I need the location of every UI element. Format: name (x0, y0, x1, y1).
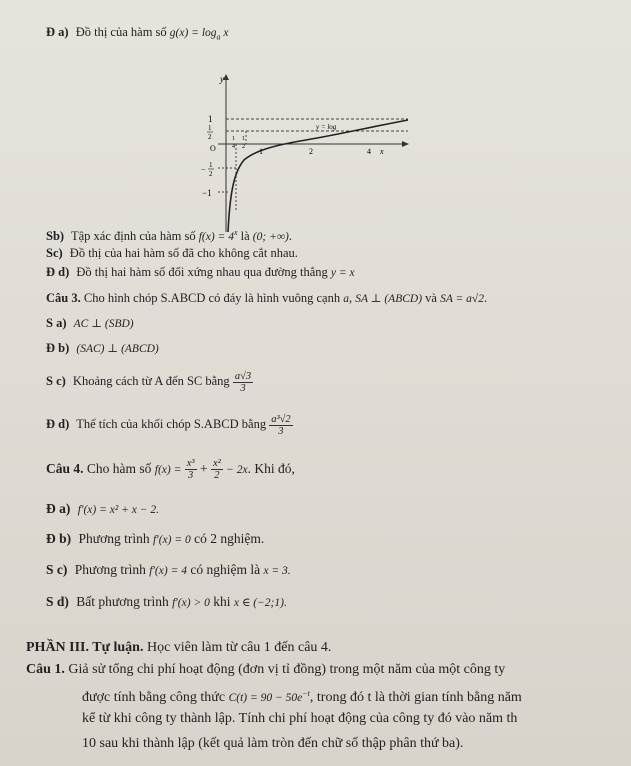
q4-line: Câu 4. Cho hàm số f(x) = $\frac{\text{x³}}{3}$ + $\frac{\text{x²}}{2}$ − 2x. Khi đó, (46, 458, 295, 482)
q3-b-label: Đ b) (46, 341, 70, 355)
q4-b-post: có 2 nghiệm. (194, 531, 265, 546)
part-d-text: Đồ thị hai hàm số đối xứng nhau qua đường thẳng (76, 265, 328, 279)
part-c-label: Sc) (46, 246, 63, 260)
tick-neg-half-sign: − (201, 165, 206, 174)
q4-b-line (46, 531, 264, 548)
q3-d-line (46, 411, 293, 437)
part3-q1-line1 (26, 662, 505, 678)
part3-q1-text2-pre: được tính bằng công thức (82, 689, 226, 705)
q4-f-tail: − 2x (226, 464, 248, 476)
part3-q1-text4: 10 sau khi thành lập (kết quả làm tròn đến chữ số thập phân thứ ba). (82, 736, 464, 751)
q4-title: Câu 4. (46, 461, 84, 476)
q4-d-pre: Bất phương trình (76, 594, 169, 609)
q3-title: Câu 3. (46, 291, 81, 305)
tick-neg-half-den: 2 (209, 170, 213, 178)
q4-c-expr: f′(x) = 4 (149, 565, 187, 577)
part-b-label: Sb) (46, 228, 65, 243)
q3-a-line (46, 315, 134, 332)
part3-q1-text2-post: , trong đó t là thời gian tính bằng năm (309, 689, 522, 705)
part-b-line: Sb) Tập xác định của hàm số $f(x) = 4^x$ là (0; +∞). (46, 228, 292, 243)
part-b-expr: $f(x) = 4^x$ (198, 228, 238, 243)
q4-c-root: x = 3. (263, 565, 291, 577)
q4-d-expr: f′(x) > 0 (172, 597, 210, 609)
q3-d-frac: $\frac{\text{a³√2}}{3}$ (271, 413, 291, 437)
part-c-text: Đồ thị của hai hàm số đã cho không cắt nhau. (69, 246, 298, 260)
q4-c-pre: Phương trình (74, 562, 146, 577)
q4-t1: $\frac{\text{x³}}{3}$ (186, 458, 195, 482)
q3-c-frac: $\frac{a√3}{3}$ (234, 370, 252, 394)
q4-a-expr: f′(x) = x² + x − 2. (77, 504, 160, 516)
part-b-text: Tập xác định của hàm số (70, 228, 196, 243)
x-small1: 1 (232, 136, 235, 142)
tick-half-num: 1 (208, 124, 212, 132)
q4-c-label: S c) (46, 562, 68, 577)
part3-heading-line (26, 640, 331, 656)
q4-a-line (46, 501, 159, 518)
part-c-line (46, 245, 298, 261)
part-d-expr: y = x (330, 267, 355, 279)
part-a-expr: $g(x) = \log_a x$ (169, 27, 229, 42)
part-a-text: Đồ thị của hàm số (75, 25, 167, 39)
q3-b-line (46, 340, 159, 357)
q3-a: a (343, 293, 349, 305)
q4-d-post: khi (213, 594, 231, 609)
log-graph (196, 72, 416, 234)
q3-c-text: Khoảng cách từ A đến SC bằng (72, 374, 230, 388)
x-small1-den: 4 (232, 144, 235, 150)
q3-and: và (425, 291, 437, 305)
part3-intro: Học viên làm từ câu 1 đến câu 4. (146, 640, 332, 655)
part3-q1-text1: Giả sử tổng chi phí hoạt động (đơn vị tỉ đồng) trong một năm của một công ty (68, 662, 506, 677)
q3-a-expr: AC ⊥ (SBD) (73, 318, 134, 330)
q3-line: Câu 3. Cho hình chóp S.ABCD có đáy là hình vuông cạnh a, SA ⊥ (ABCD) và SA = a√2. (46, 291, 488, 305)
part3-q1-line4 (82, 736, 463, 752)
q4-b-label: Đ b) (46, 531, 72, 546)
part3-q1-text3: kể từ khi công ty thành lập. Tính chi phí hoạt động của công ty đó vào năm th (82, 711, 518, 726)
q3-cond2: SA = a√2 (440, 293, 484, 305)
q4-c-post: có nghiệm là (190, 562, 261, 577)
q3-c-line (46, 368, 253, 394)
x-tick-2: 2 (309, 147, 313, 156)
part-b-domain: (0; +∞) (252, 230, 289, 243)
q3-d-label: Đ d) (46, 417, 70, 431)
q4-b-expr: f′(x) = 0 (152, 534, 191, 546)
q3-text: Cho hình chóp S.ABCD có đáy là hình vuông cạnh (83, 291, 341, 305)
tick-neg-half-num: 1 (209, 161, 213, 169)
tick-neg1: −1 (202, 188, 212, 198)
q4-t2: $\frac{\text{x²}}{2}$ (212, 458, 221, 482)
x-small2-den: 2 (242, 144, 245, 150)
tick-1: 1 (208, 114, 213, 124)
q4-b-pre: Phương trình (78, 531, 150, 546)
q4-d-line (46, 594, 287, 611)
q3-b-expr: (SAC) ⊥ (ABCD) (76, 343, 159, 355)
part-a-label: Đ a) (46, 25, 69, 39)
origin-label: O (210, 144, 216, 153)
q3-c-label: S c) (46, 374, 66, 388)
part3-q1-formula: $C(t) = 90 - 50e^{-t}$ (228, 689, 310, 704)
x-axis-label: x (380, 147, 384, 156)
x-small2: 1 (242, 136, 245, 142)
q3-d-text: Thể tích của khối chóp S.ABCD bằng (76, 417, 267, 431)
part-d-label: Đ d) (46, 265, 70, 279)
q4-d-label: S d) (46, 594, 69, 609)
x-axis-arrow (402, 141, 409, 147)
q4-text: Cho hàm số (86, 461, 152, 476)
q4-f-lead: f(x) = (154, 464, 182, 476)
tick-half-den: 2 (208, 133, 212, 141)
part-b-tail: là (240, 228, 253, 243)
q4-c-line (46, 562, 291, 579)
part-a-line (46, 24, 229, 45)
y-axis-label: y (220, 74, 224, 84)
part3-q1-line3 (82, 711, 517, 727)
x-tick-4: 4 (367, 147, 371, 156)
q4-d-range: x ∈ (−2;1). (233, 597, 287, 609)
q4-end: . Khi đó, (247, 461, 295, 476)
part-d-line (46, 264, 355, 281)
part3-title: PHẦN III. Tự luận. (26, 640, 144, 655)
q4-a-label: Đ a) (46, 501, 71, 516)
log-curve (228, 120, 408, 232)
part3-q1-line2 (82, 686, 522, 706)
x-tick-1: 1 (259, 147, 263, 156)
q3-cond1: SA ⊥ (ABCD) (355, 293, 423, 305)
part3-q1-title: Câu 1. (26, 662, 65, 677)
q3-a-label: S a) (46, 316, 67, 330)
curve-label: y = log (316, 123, 337, 131)
